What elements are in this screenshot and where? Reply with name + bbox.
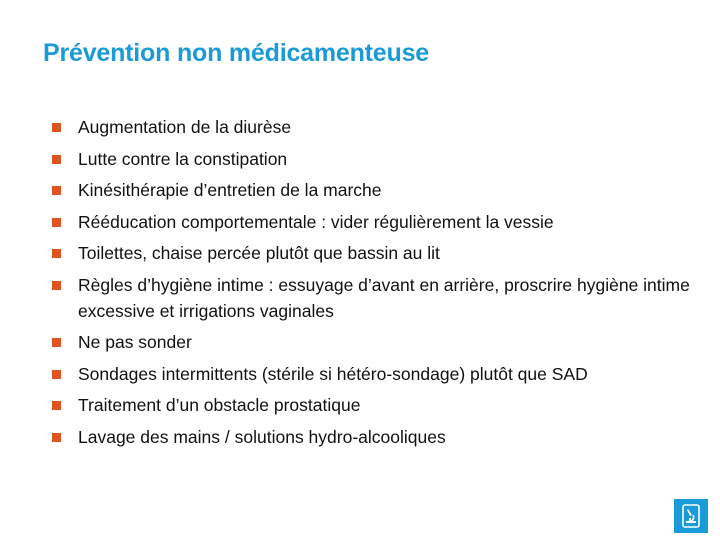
bullet-square-icon bbox=[52, 218, 61, 227]
list-item-text: Toilettes, chaise percée plutôt que bassin au lit bbox=[78, 243, 440, 263]
list-item-text: Rééducation comportementale : vider régulièrement la vessie bbox=[78, 211, 554, 232]
list-item bbox=[52, 329, 692, 355]
bullet-square-icon bbox=[52, 123, 61, 132]
bullet-square-icon bbox=[52, 370, 61, 379]
list-item-text: Lavage des mains / solutions hydro-alcooliques bbox=[78, 426, 446, 447]
list-item-text: Sondages intermittents (stérile si hétéro-sondage) plutôt que SAD bbox=[78, 363, 588, 384]
list-item-text: Kinésithérapie d’entretien de la marche bbox=[78, 180, 382, 200]
bullet-square-icon bbox=[52, 186, 61, 195]
list-item bbox=[52, 114, 692, 140]
list-item-text: Lutte contre la constipation bbox=[78, 148, 288, 169]
bullet-square-icon bbox=[52, 155, 61, 164]
bullet-square-icon bbox=[52, 281, 61, 290]
list-item bbox=[52, 392, 692, 418]
microscope-icon bbox=[674, 499, 708, 533]
bullet-square-icon bbox=[52, 433, 61, 442]
slide-title: Prévention non médicamenteuse bbox=[43, 39, 429, 67]
list-item bbox=[52, 146, 692, 172]
bullet-list bbox=[52, 114, 692, 455]
list-item bbox=[52, 272, 692, 324]
bullet-square-icon bbox=[52, 249, 61, 258]
list-item bbox=[52, 424, 692, 450]
list-item bbox=[52, 177, 692, 203]
list-item bbox=[52, 361, 692, 387]
bullet-square-icon bbox=[52, 338, 61, 347]
list-item-text: Augmentation de la diurèse bbox=[78, 117, 292, 137]
list-item bbox=[52, 209, 692, 235]
list-item-text: Règles d’hygiène intime : essuyage d’avant en arrière, proscrire hygiène intime excessive et irrigations vaginales bbox=[78, 274, 690, 321]
list-item bbox=[52, 240, 692, 266]
list-item-text: Ne pas sonder bbox=[78, 332, 192, 352]
bullet-square-icon bbox=[52, 401, 61, 410]
list-item-text: Traitement d’un obstacle prostatique bbox=[78, 395, 361, 415]
